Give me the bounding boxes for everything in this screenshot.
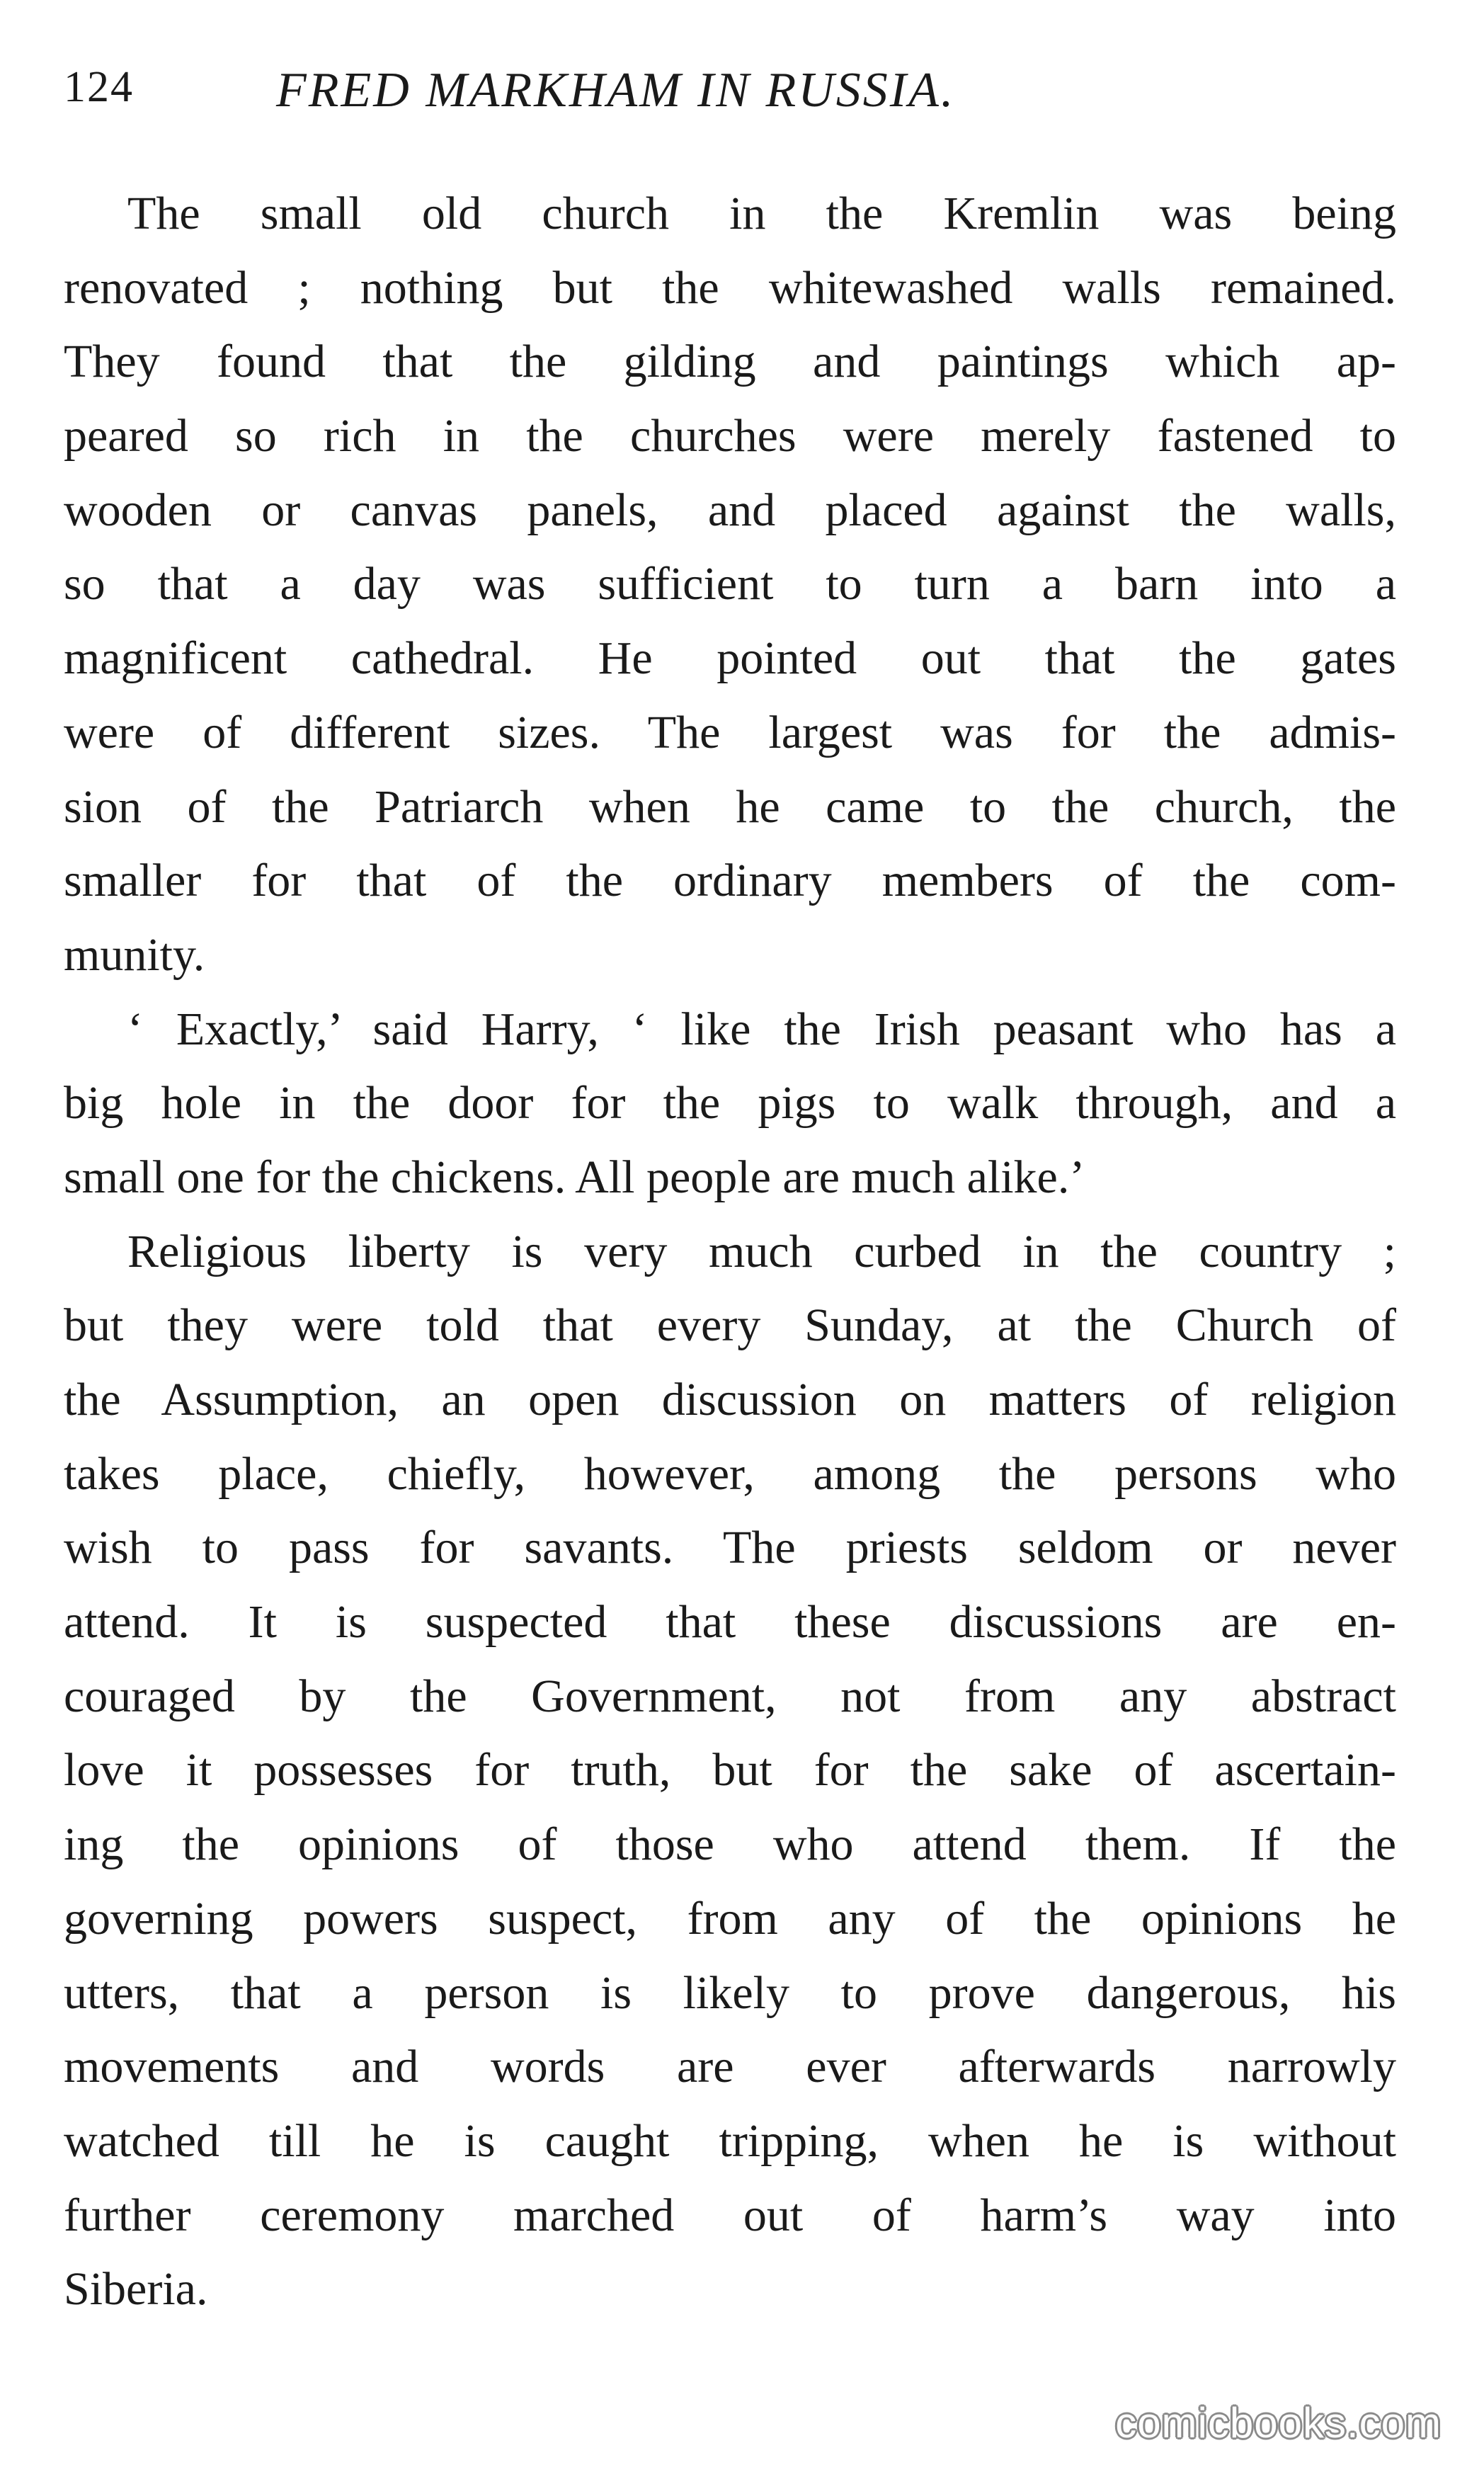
watermark: comicbooks.com — [1115, 2399, 1442, 2447]
page-number: 124 — [64, 63, 134, 111]
text-line: smaller for that of the ordinary members of the com- — [64, 855, 1396, 907]
text-line: sion of the Patriarch when he came to the church, the — [64, 780, 1396, 833]
text-line: attend. It is suspected that these discussions are en- — [64, 1596, 1396, 1649]
text-line: renovated ; nothing but the whitewashed walls remained. — [64, 261, 1396, 314]
text-line: so that a day was sufficient to turn a barn into a — [64, 558, 1396, 610]
body-text — [64, 177, 1396, 2327]
text-line: takes place, chiefly, however, among the persons who — [64, 1447, 1396, 1500]
text-line: ing the opinions of those who attend them. If the — [64, 1818, 1396, 1871]
running-title: FRED MARKHAM IN RUSSIA. — [276, 63, 956, 118]
text-line: utters, that a person is likely to prove dangerous, his — [64, 1966, 1396, 2019]
text-line: They found that the gilding and paintings which ap- — [64, 336, 1396, 388]
text-line: watched till he is caught tripping, when he is without — [64, 2114, 1396, 2167]
text-line: munity. — [64, 928, 205, 981]
text-line: magnificent cathedral. He pointed out that the gates — [64, 632, 1396, 685]
text-line: the Assumption, an open discussion on matters of religion — [64, 1374, 1396, 1425]
text-line: were of different sizes. The largest was for the admis- — [64, 706, 1396, 758]
text-line: Religious liberty is very much curbed in the country ; — [127, 1225, 1396, 1277]
text-line: Siberia. — [64, 2263, 208, 2316]
text-line: further ceremony marched out of harm’s way into — [64, 2189, 1396, 2241]
text-line: peared so rich in the churches were merely fastened to — [64, 410, 1396, 462]
text-line: but they were told that every Sunday, at the Church of — [64, 1299, 1396, 1352]
text-line: big hole in the door for the pigs to walk through, and a — [64, 1077, 1396, 1129]
text-line: wooden or canvas panels, and placed against the walls, — [64, 484, 1396, 536]
running-head — [64, 62, 1409, 140]
text-line: ‘ Exactly,’ said Harry, ‘ like the Irish peasant who has a — [127, 1003, 1396, 1055]
text-line: love it possesses for truth, but for the sake of ascertain- — [64, 1744, 1396, 1796]
text-line: governing powers suspect, from any of the opinions he — [64, 1892, 1396, 1944]
text-line: couraged by the Government, not from any abstract — [64, 1670, 1396, 1722]
text-line: wish to pass for savants. The priests seldom or never — [64, 1522, 1396, 1574]
text-line: The small old church in the Kremlin was being — [127, 188, 1396, 239]
text-line: movements and words are ever afterwards narrowly — [64, 2041, 1396, 2093]
text-line: small one for the chickens. All people are much alike.’ — [64, 1151, 1085, 1203]
